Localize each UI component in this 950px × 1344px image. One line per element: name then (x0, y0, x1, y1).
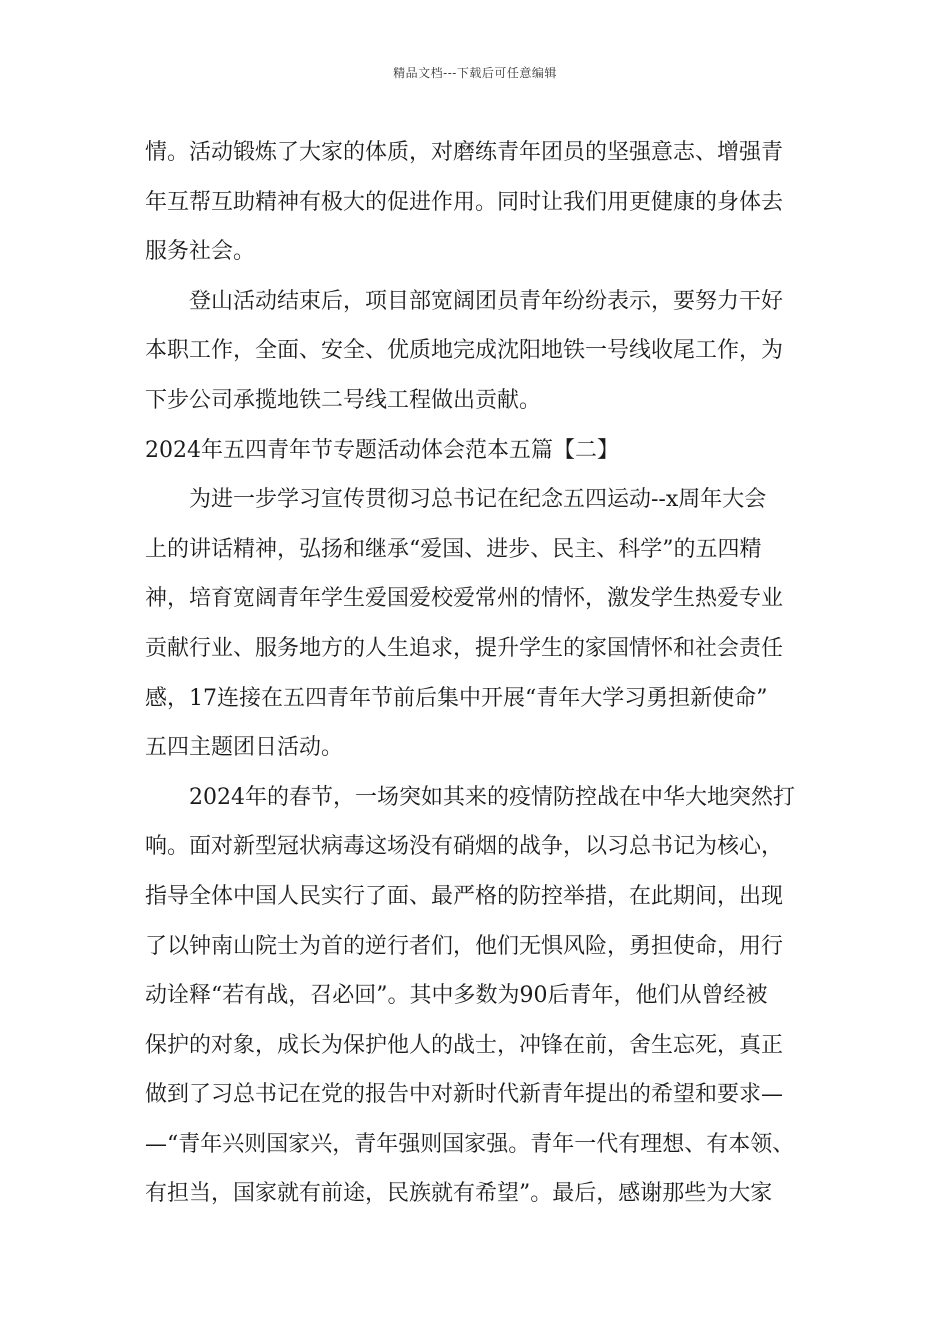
text-line: 做到了习总书记在党的报告中对新时代新青年提出的希望和要求— (145, 1082, 784, 1108)
text-line: 有担当，国家就有前途，民族就有希望”。最后，感谢那些为大家 (145, 1181, 773, 1207)
text-line: 贡献行业、服务地方的人生追求，提升学生的家国情怀和社会责任 (145, 635, 784, 661)
text-line: 五四主题团日活动。 (145, 735, 344, 761)
text-line: 年互帮互助精神有极大的促进作用。同时让我们用更健康的身体去 (145, 189, 784, 215)
text-line: 感，17连接在五四青年节前后集中开展“青年大学习勇担新使命” (145, 685, 768, 711)
paragraph-start-line: 登山活动结束后，项目部宽阔团员青年纷纷表示，要努力干好 (189, 288, 784, 314)
text-line: 动诠释“若有战，召必回”。其中多数为90后青年，他们从曾经被 (145, 983, 768, 1009)
document-body (145, 128, 805, 1219)
paragraph-start-line: 为进一步学习宣传贯彻习总书记在纪念五四运动--x周年大会 (189, 487, 767, 513)
text-line: —“青年兴则国家兴，青年强则国家强。青年一代有理想、有本领、 (145, 1131, 795, 1157)
section-heading: 2024年五四青年节专题活动体会范本五篇【二】 (145, 437, 619, 463)
page-header: 精品文档---下载后可任意编辑 (393, 66, 557, 80)
text-line: 情。活动锻炼了大家的体质，对磨练青年团员的坚强意志、增强青 (145, 140, 784, 165)
paragraph-start-line: 2024年的春节，一场突如其来的疫情防控战在中华大地突然打 (189, 784, 795, 810)
text-line: 本职工作，全面、安全、优质地完成沈阳地铁一号线收尾工作，为 (145, 338, 784, 364)
text-line: 响。面对新型冠状病毒这场没有硝烟的战争，以习总书记为核心， (145, 834, 784, 860)
text-line: 上的讲话精神，弘扬和继承“爱国、进步、民主、科学”的五四精 (145, 536, 762, 562)
text-line: 保护的对象，成长为保护他人的战士，冲锋在前，舍生忘死，真正 (145, 1032, 784, 1058)
text-line: 下步公司承揽地铁二号线工程做出贡献。 (145, 387, 542, 413)
text-line: 神，培育宽阔青年学生爱国爱校爱常州的情怀，激发学生热爱专业 (145, 586, 784, 612)
text-line: 指导全体中国人民实行了面、最严格的防控举措，在此期间，出现 (145, 883, 784, 909)
text-line: 服务社会。 (145, 239, 256, 265)
text-line: 了以钟南山院士为首的逆行者们，他们无惧风险，勇担使命，用行 (145, 933, 784, 959)
